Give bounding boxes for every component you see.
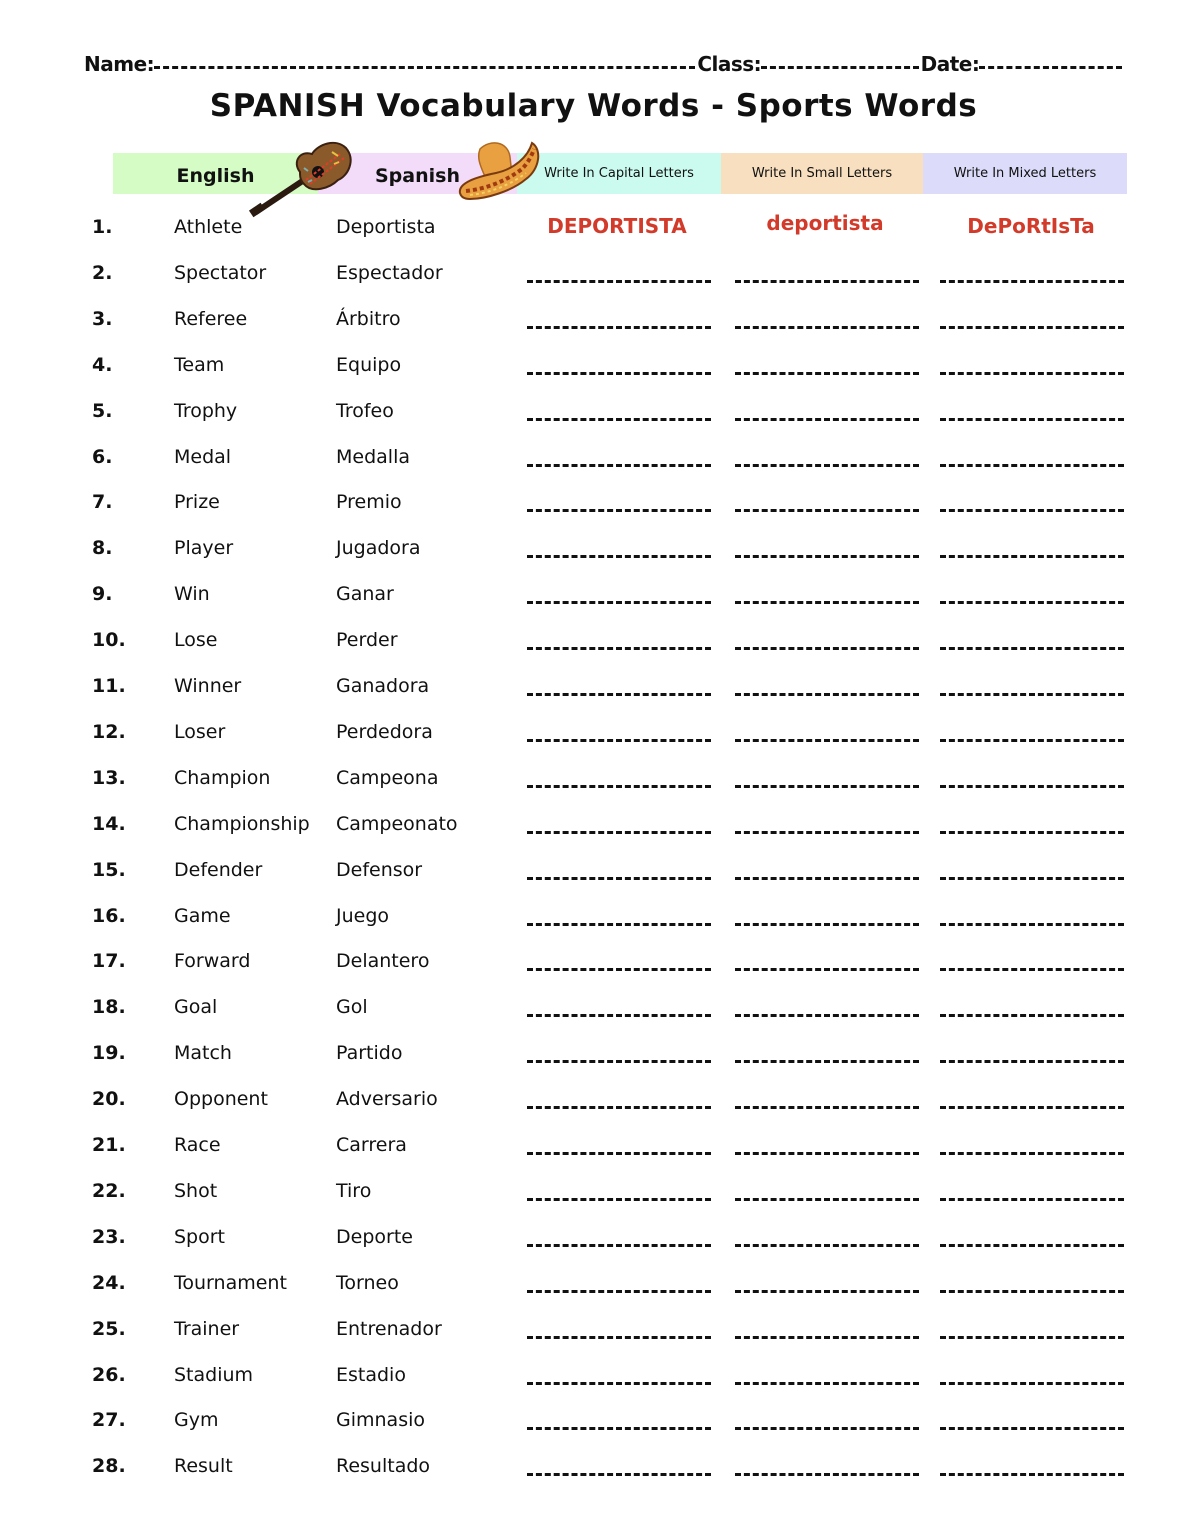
spanish-word: Defensor: [336, 859, 423, 881]
table-row: [0, 759, 1187, 799]
name-label: Name:: [84, 52, 155, 76]
spanish-word: Gimnasio: [336, 1409, 425, 1431]
row-number: 14.: [92, 813, 126, 835]
row-number: 23.: [92, 1226, 126, 1248]
english-word: Result: [174, 1455, 233, 1477]
table-row: [0, 1218, 1187, 1258]
spanish-word: Trofeo: [336, 400, 394, 422]
table-row: [0, 1264, 1187, 1304]
mixed-answer-line[interactable]: [940, 1198, 1124, 1201]
english-word: Winner: [174, 675, 242, 697]
mixed-answer-line[interactable]: [940, 1382, 1124, 1385]
table-row: [0, 1401, 1187, 1441]
spanish-word: Perder: [336, 629, 398, 651]
mixed-answer-line[interactable]: [940, 464, 1124, 467]
english-word: Tournament: [174, 1272, 287, 1294]
english-word: Team: [174, 354, 225, 376]
capital-answer-line[interactable]: [527, 280, 711, 283]
capital-answer-line[interactable]: [527, 1290, 711, 1293]
spanish-word: Resultado: [336, 1455, 431, 1477]
column-header-mixed: Write In Mixed Letters: [923, 153, 1127, 194]
table-row: [0, 346, 1187, 386]
small-answer-line[interactable]: [735, 739, 919, 742]
spanish-word: Ganar: [336, 583, 394, 605]
table-row: [0, 713, 1187, 753]
small-answer-line[interactable]: [735, 647, 919, 650]
small-answer-line[interactable]: [735, 968, 919, 971]
table-row: [0, 529, 1187, 569]
capital-answer-line[interactable]: [527, 509, 711, 512]
capital-answer-line[interactable]: [527, 555, 711, 558]
row-number: 27.: [92, 1409, 126, 1431]
small-answer-line[interactable]: [735, 1336, 919, 1339]
table-row: [0, 942, 1187, 982]
spanish-word: Gol: [336, 996, 368, 1018]
capital-answer-line[interactable]: [527, 1244, 711, 1247]
spanish-word: Campeona: [336, 767, 439, 789]
row-number: 2.: [92, 262, 113, 284]
mixed-answer-line[interactable]: [940, 1060, 1124, 1063]
spanish-word: Premio: [336, 491, 402, 513]
english-word: Opponent: [174, 1088, 268, 1110]
spanish-word: Deporte: [336, 1226, 413, 1248]
row-number: 5.: [92, 400, 113, 422]
mixed-answer-line[interactable]: [940, 1336, 1124, 1339]
english-word: Forward: [174, 950, 251, 972]
english-word: Goal: [174, 996, 218, 1018]
row-number: 1.: [92, 216, 113, 238]
table-row: [0, 1034, 1187, 1074]
small-answer-line[interactable]: [735, 1427, 919, 1430]
english-word: Sport: [174, 1226, 226, 1248]
column-header-small: Write In Small Letters: [721, 153, 923, 194]
english-word: Champion: [174, 767, 271, 789]
small-answer-line[interactable]: [735, 785, 919, 788]
mixed-answer-line[interactable]: [940, 1427, 1124, 1430]
small-answer-line[interactable]: [735, 1382, 919, 1385]
small-answer-line[interactable]: [735, 1473, 919, 1476]
capital-answer-line[interactable]: [527, 601, 711, 604]
capital-answer-line[interactable]: [527, 326, 711, 329]
small-answer-line[interactable]: [735, 509, 919, 512]
table-row: [0, 1080, 1187, 1120]
capital-answer-line[interactable]: [527, 1427, 711, 1430]
spanish-word: Estadio: [336, 1364, 406, 1386]
small-answer-line[interactable]: [735, 280, 919, 283]
row-number: 10.: [92, 629, 126, 651]
row-number: 8.: [92, 537, 113, 559]
capital-answer-line[interactable]: [527, 1336, 711, 1339]
mixed-answer-line[interactable]: [940, 509, 1124, 512]
small-answer-line[interactable]: [735, 418, 919, 421]
small-answer-line[interactable]: [735, 464, 919, 467]
table-row: [0, 1356, 1187, 1396]
mixed-answer-line[interactable]: [940, 785, 1124, 788]
english-word: Game: [174, 905, 231, 927]
table-row: [0, 392, 1187, 432]
spanish-word: Carrera: [336, 1134, 407, 1156]
english-word: Shot: [174, 1180, 218, 1202]
capital-answer-line[interactable]: [527, 1473, 711, 1476]
spanish-word: Adversario: [336, 1088, 438, 1110]
capital-answer-line[interactable]: [527, 1014, 711, 1017]
row-number: 13.: [92, 767, 126, 789]
capital-answer-line[interactable]: [527, 1060, 711, 1063]
page-title: SPANISH Vocabulary Words - Sports Words: [209, 88, 978, 124]
english-word: Stadium: [174, 1364, 254, 1386]
table-row: [0, 208, 1187, 248]
table-row: [0, 483, 1187, 523]
row-number: 28.: [92, 1455, 126, 1477]
row-number: 11.: [92, 675, 126, 697]
capital-answer-line[interactable]: [527, 877, 711, 880]
mixed-answer-line[interactable]: [940, 877, 1124, 880]
table-row: [0, 254, 1187, 294]
mixed-answer-line[interactable]: [940, 831, 1124, 834]
capital-answer-line[interactable]: [527, 1106, 711, 1109]
mixed-answer-line[interactable]: [940, 601, 1124, 604]
row-number: 6.: [92, 446, 113, 468]
capital-answer-line[interactable]: [527, 693, 711, 696]
column-header-english: English: [113, 153, 318, 194]
mixed-answer-line[interactable]: [940, 418, 1124, 421]
small-answer-line[interactable]: [735, 555, 919, 558]
english-word: Athlete: [174, 216, 243, 238]
small-answer-line[interactable]: [735, 923, 919, 926]
english-word: Race: [174, 1134, 221, 1156]
row-number: 19.: [92, 1042, 126, 1064]
spanish-word: Espectador: [336, 262, 443, 284]
mixed-answer-line[interactable]: [940, 739, 1124, 742]
capital-answer-line[interactable]: [527, 739, 711, 742]
english-word: Medal: [174, 446, 232, 468]
small-answer-line[interactable]: [735, 1014, 919, 1017]
spanish-word: Medalla: [336, 446, 410, 468]
small-answer-line[interactable]: [735, 1198, 919, 1201]
capital-answer-line[interactable]: [527, 923, 711, 926]
sombrero-icon: [456, 139, 542, 201]
english-word: Spectator: [174, 262, 267, 284]
mixed-answer-line[interactable]: [940, 1473, 1124, 1476]
spanish-word: Deportista: [336, 216, 436, 238]
spanish-word: Perdedora: [336, 721, 433, 743]
mixed-answer-line[interactable]: [940, 923, 1124, 926]
capital-answer-line[interactable]: [527, 831, 711, 834]
row-number: 17.: [92, 950, 126, 972]
table-row: [0, 1172, 1187, 1212]
table-row: [0, 897, 1187, 937]
class-label: Class:: [697, 52, 762, 76]
name-field[interactable]: [154, 66, 695, 69]
row-number: 22.: [92, 1180, 126, 1202]
mixed-answer-line[interactable]: [940, 693, 1124, 696]
row-number: 20.: [92, 1088, 126, 1110]
mixed-answer-line[interactable]: [940, 968, 1124, 971]
capital-answer-line[interactable]: [527, 372, 711, 375]
english-word: Win: [174, 583, 210, 605]
column-header-capital: Write In Capital Letters: [517, 153, 721, 194]
english-word: Referee: [174, 308, 248, 330]
student-info-line: [84, 46, 1124, 76]
row-number: 9.: [92, 583, 113, 605]
table-row: [0, 621, 1187, 661]
table-row: [0, 438, 1187, 478]
example-mixed: DePoRtIsTa: [967, 214, 1095, 238]
small-answer-line[interactable]: [735, 1290, 919, 1293]
small-answer-line[interactable]: [735, 831, 919, 834]
mixed-answer-line[interactable]: [940, 1152, 1124, 1155]
capital-answer-line[interactable]: [527, 1382, 711, 1385]
row-number: 18.: [92, 996, 126, 1018]
spanish-word: Ganadora: [336, 675, 430, 697]
date-field[interactable]: [979, 66, 1122, 69]
mixed-answer-line[interactable]: [940, 280, 1124, 283]
spanish-word: Torneo: [336, 1272, 399, 1294]
english-word: Lose: [174, 629, 218, 651]
capital-answer-line[interactable]: [527, 785, 711, 788]
english-word: Match: [174, 1042, 232, 1064]
mixed-answer-line[interactable]: [940, 555, 1124, 558]
spanish-word: Jugadora: [336, 537, 421, 559]
spanish-word: Partido: [336, 1042, 403, 1064]
mixed-answer-line[interactable]: [940, 1106, 1124, 1109]
mixed-answer-line[interactable]: [940, 372, 1124, 375]
mixed-answer-line[interactable]: [940, 1244, 1124, 1247]
english-word: Prize: [174, 491, 220, 513]
english-word: Defender: [174, 859, 263, 881]
small-answer-line[interactable]: [735, 326, 919, 329]
table-row: [0, 805, 1187, 845]
capital-answer-line[interactable]: [527, 418, 711, 421]
row-number: 4.: [92, 354, 113, 376]
table-row: [0, 667, 1187, 707]
spanish-word: Delantero: [336, 950, 430, 972]
mixed-answer-line[interactable]: [940, 1014, 1124, 1017]
date-label: Date:: [920, 52, 980, 76]
english-word: Championship: [174, 813, 310, 835]
capital-answer-line[interactable]: [527, 968, 711, 971]
spanish-word: Juego: [336, 905, 390, 927]
capital-answer-line[interactable]: [527, 1152, 711, 1155]
row-number: 16.: [92, 905, 126, 927]
spanish-word: Tiro: [336, 1180, 372, 1202]
row-number: 25.: [92, 1318, 126, 1340]
table-row: [0, 1126, 1187, 1166]
capital-answer-line[interactable]: [527, 1198, 711, 1201]
row-number: 15.: [92, 859, 126, 881]
table-row: [0, 575, 1187, 615]
row-number: 26.: [92, 1364, 126, 1386]
small-answer-line[interactable]: [735, 1060, 919, 1063]
small-answer-line[interactable]: [735, 877, 919, 880]
english-word: Trainer: [174, 1318, 240, 1340]
spanish-word: Árbitro: [336, 308, 401, 330]
small-answer-line[interactable]: [735, 1106, 919, 1109]
table-row: [0, 1310, 1187, 1350]
row-number: 24.: [92, 1272, 126, 1294]
row-number: 3.: [92, 308, 113, 330]
row-number: 21.: [92, 1134, 126, 1156]
spanish-word: Equipo: [336, 354, 402, 376]
capital-answer-line[interactable]: [527, 647, 711, 650]
small-answer-line[interactable]: [735, 693, 919, 696]
english-word: Player: [174, 537, 234, 559]
mixed-answer-line[interactable]: [940, 1290, 1124, 1293]
example-capital: DEPORTISTA: [547, 214, 687, 238]
row-number: 12.: [92, 721, 126, 743]
class-field[interactable]: [761, 66, 918, 69]
english-word: Gym: [174, 1409, 219, 1431]
capital-answer-line[interactable]: [527, 464, 711, 467]
small-answer-line[interactable]: [735, 1244, 919, 1247]
small-answer-line[interactable]: [735, 1152, 919, 1155]
mixed-answer-line[interactable]: [940, 326, 1124, 329]
table-row: [0, 1447, 1187, 1487]
spanish-word: Entrenador: [336, 1318, 442, 1340]
spanish-word: Campeonato: [336, 813, 458, 835]
english-word: Loser: [174, 721, 226, 743]
english-word: Trophy: [174, 400, 238, 422]
column-header-spanish: Spanish: [318, 153, 517, 194]
row-number: 7.: [92, 491, 113, 513]
example-small: deportista: [766, 211, 884, 235]
mixed-answer-line[interactable]: [940, 647, 1124, 650]
table-row: [0, 851, 1187, 891]
table-row: [0, 988, 1187, 1028]
small-answer-line[interactable]: [735, 372, 919, 375]
small-answer-line[interactable]: [735, 601, 919, 604]
table-row: [0, 300, 1187, 340]
